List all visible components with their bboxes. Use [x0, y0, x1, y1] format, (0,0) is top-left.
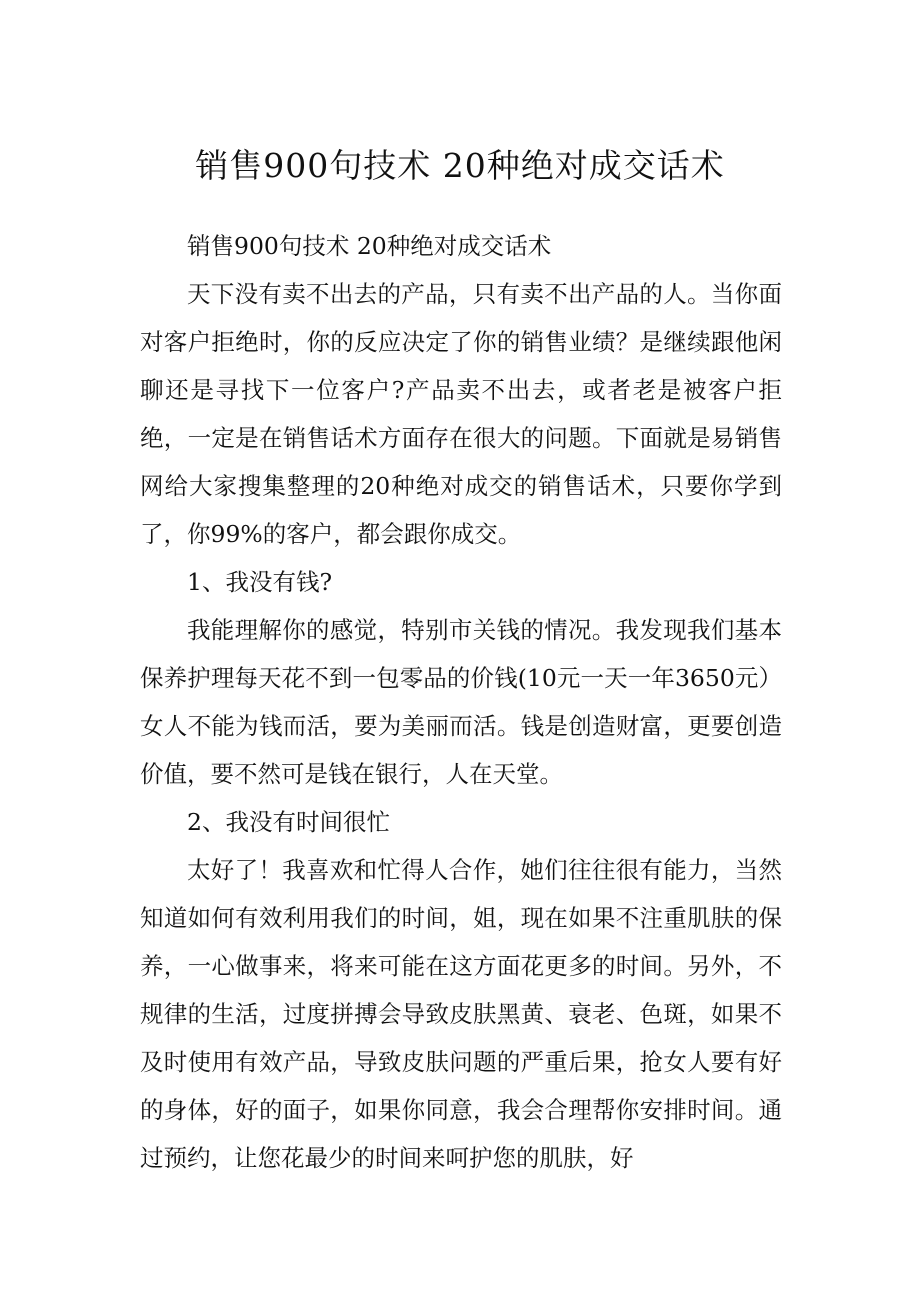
- document-title: 销售900句技术 20种绝对成交话术: [195, 146, 725, 185]
- paragraph-section-1: 我能理解你的感觉，特别市关钱的情况。我发现我们基本保养护理每天花不到一包零品的价钱(10元一天一年3650元）女人不能为钱而活，要为美丽而活。钱是创造财富，更要创造价值，要不然可是钱在银行，人在天堂。: [140, 616, 782, 788]
- section-heading-2: 2、我没有时间很忙: [187, 808, 390, 836]
- paragraph-subtitle: 销售900句技术 20种绝对成交话术: [187, 232, 552, 260]
- paragraph-section-2: 太好了！我喜欢和忙得人合作，她们往往很有能力，当然知道如何有效利用我们的时间，姐，现在如果不注重肌肤的保养，一心做事来，将来可能在这方面花更多的时间。另外，不规律的生活，过度拼搏会导致皮肤黑黄、衰老、色斑，如果不及时使用有效产品，导致皮肤问题的严重后果，抢女人要有好的身体，好的面子，如果你同意，我会合理帮你安排时间。通过预约，让您花最少的时间来呵护您的肌肤，好: [140, 856, 782, 1172]
- document-body: [140, 222, 782, 1182]
- paragraph-intro: 天下没有卖不出去的产品，只有卖不出产品的人。当你面对客户拒绝时，你的反应决定了你的销售业绩？是继续跟他闲聊还是寻找下一位客户?产品卖不出去，或者老是被客户拒绝，一定是在销售话术方面存在很大的问题。下面就是易销售网给大家搜集整理的20种绝对成交的销售话术，只要你学到了，你99%的客户，都会跟你成交。: [140, 280, 782, 548]
- section-heading-1: 1、我没有钱?: [187, 568, 333, 596]
